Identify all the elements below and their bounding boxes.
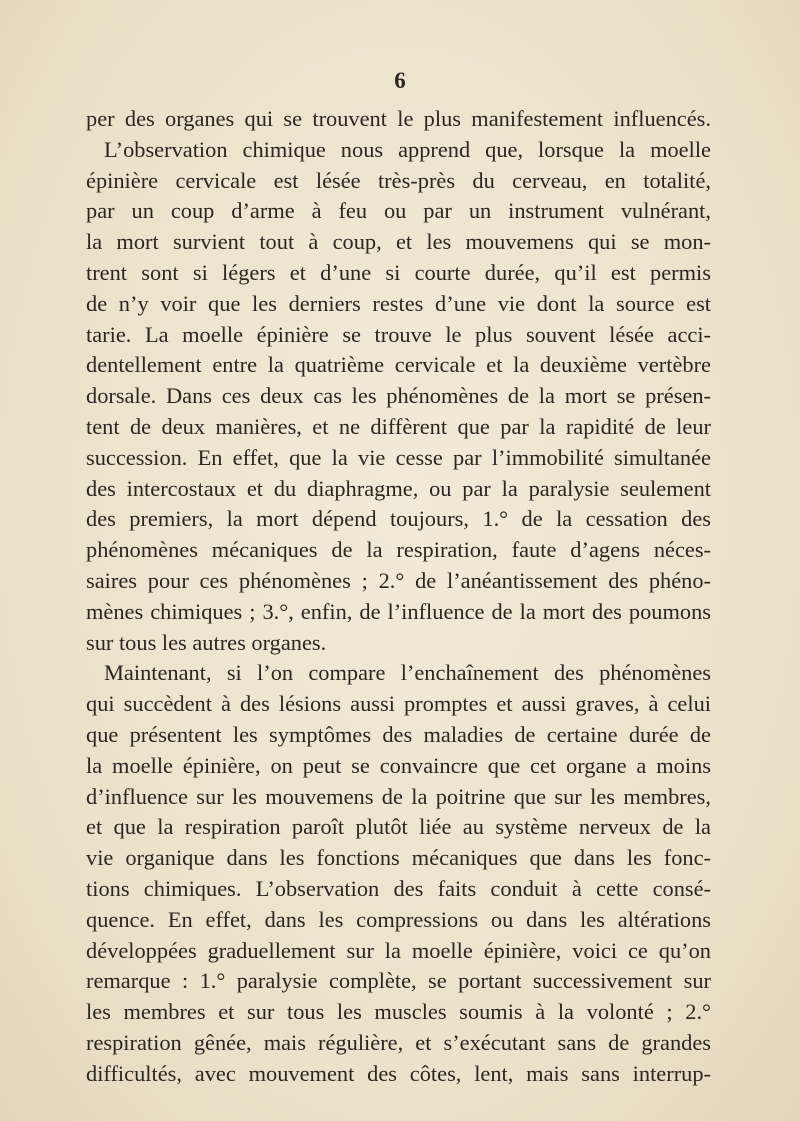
text-line: mènes chimiques ; 3.°, enfin, de l’influence de la mort des poumons [86,598,711,624]
text-line: respiration gênée, mais régulière, et s’exécutant sans de grandes [86,1029,711,1055]
text-line: par un coup d’arme à feu ou par un instrument vulnérant, [86,198,711,224]
text-line: épinière cervicale est lésée très-près du cerveau, en totalité, [86,167,711,193]
text-line: succession. En effet, que la vie cesse par l’immobilité simultanée [86,444,711,470]
text-line: de n’y voir que les derniers restes d’une vie dont la source est [86,290,711,316]
text-line: dentellement entre la quatrième cervicale et la deuxième vertèbre [86,352,711,378]
text-line: tent de deux manières, et ne diffèrent que par la rapidité de leur [86,413,711,439]
text-line: tarie. La moelle épinière se trouve le plus souvent lésée acci- [86,321,711,347]
body-text [86,104,711,1090]
text-line: des intercostaux et du diaphragme, ou par la paralysie seulement [86,475,711,501]
text-line: tions chimiques. L’observation des faits conduit à cette consé- [86,875,711,901]
text-line: et que la respiration paroît plutôt liée au système nerveux de la [86,814,711,840]
text-line: la mort survient tout à coup, et les mouvemens qui se mon- [86,229,711,255]
text-line: les membres et sur tous les muscles soumis à la volonté ; 2.° [86,999,711,1025]
text-line: Maintenant, si l’on compare l’enchaînement des phénomènes [104,660,711,686]
text-line: phénomènes mécaniques de la respiration, faute d’agens néces- [86,537,711,563]
text-line: des premiers, la mort dépend toujours, 1.° de la cessation des [86,506,711,532]
text-line: la moelle épinière, on peut se convaincre que cet organe a moins [86,752,711,778]
text-line: développées graduellement sur la moelle épinière, voici ce qu’on [86,937,711,963]
text-line: saires pour ces phénomènes ; 2.° de l’anéantissement des phéno- [86,567,711,593]
text-line: que présentent les symptômes des maladies de certaine durée de [86,721,711,747]
text-line: d’influence sur les mouvemens de la poitrine que sur les membres, [86,783,711,809]
text-line: quence. En effet, dans les compressions ou dans les altérations [86,906,711,932]
text-line: vie organique dans les fonctions mécaniques que dans les fonc- [86,845,711,871]
text-line: L’observation chimique nous apprend que, lorsque la moelle [104,136,711,162]
text-line: trent sont si légers et d’une si courte durée, qu’il est permis [86,259,711,285]
text-line: dorsale. Dans ces deux cas les phénomènes de la mort se présen- [86,383,711,409]
text-line: difficultés, avec mouvement des côtes, lent, mais sans interrup- [86,1060,711,1086]
text-line: per des organes qui se trouvent le plus manifestement influencés. [86,106,711,131]
text-line: qui succèdent à des lésions aussi promptes et aussi graves, à celui [86,691,711,717]
page-number: 6 [394,68,406,93]
text-line: sur tous les autres organes. [86,629,327,655]
text-line: remarque : 1.° paralysie complète, se portant successivement sur [86,968,711,994]
